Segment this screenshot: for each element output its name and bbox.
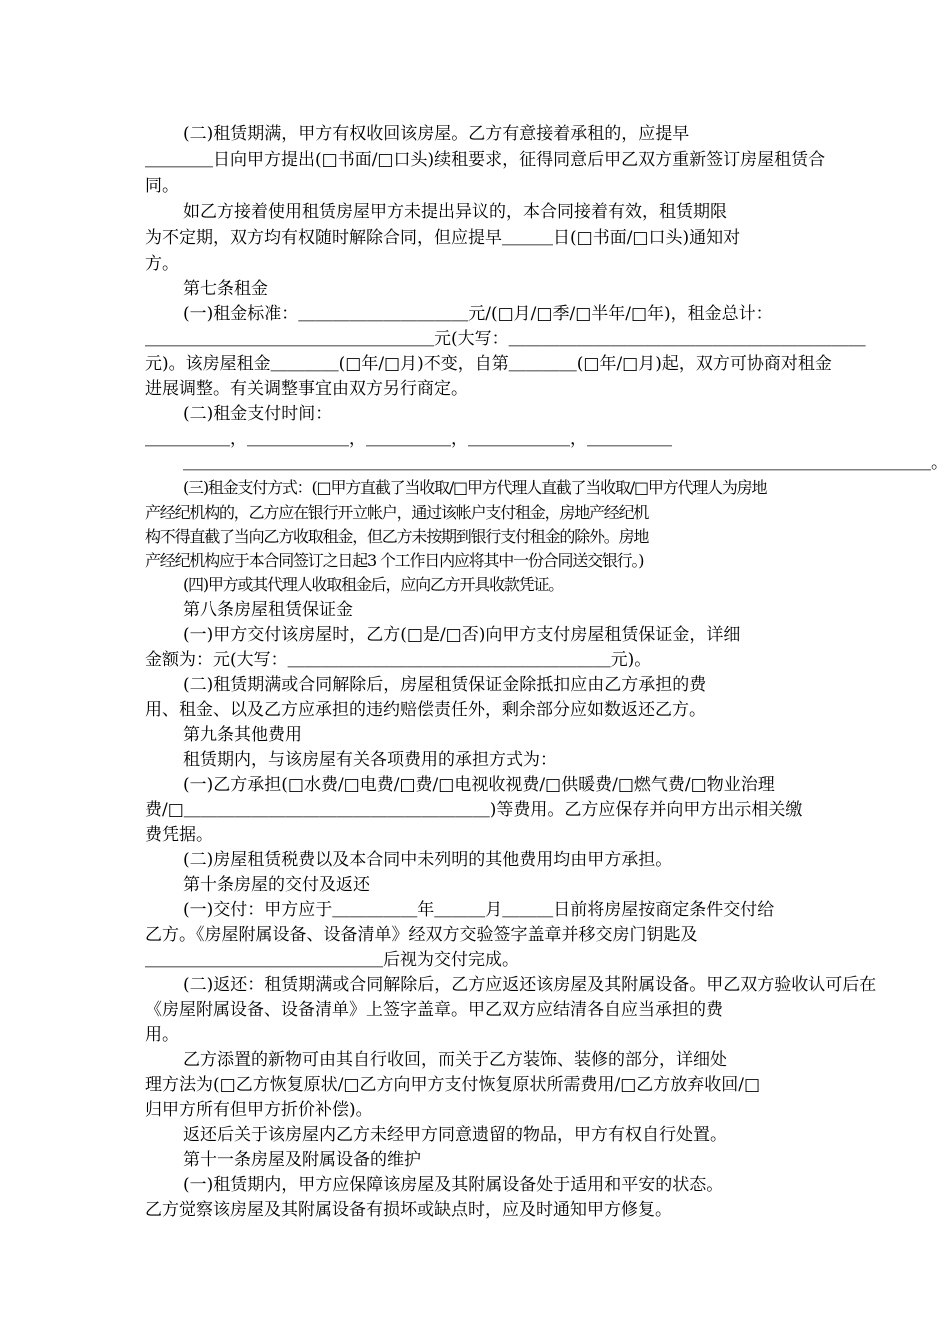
clause-9-2: (二)房屋租赁税费以及本合同中未列明的其他费用均由甲方承担。 xyxy=(183,850,673,870)
clause-6-2-line-2: ＿＿＿＿日向甲方提出(□书面/□口头)续租要求，征得同意后甲乙双方重新签订房屋租赁合 xyxy=(145,150,826,170)
article-9-intro: 租赁期内，与该房屋有关各项费用的承担方式为： xyxy=(183,750,557,770)
clause-11-1-line-1: (一)租赁期内，甲方应保障该房屋及其附属设备处于适用和平安的状态。 xyxy=(183,1175,724,1195)
clause-7-1-line-1: (一)租金标准：＿＿＿＿＿＿＿＿＿＿元/(□月/□季/□半年/□年)，租金总计： xyxy=(183,304,773,324)
clause-8-1-line-1: (一)甲方交付该房屋时，乙方(□是/□否)向甲方支付房屋租赁保证金，详细 xyxy=(183,625,741,645)
clause-7-2-blanks-1: ＿＿＿＿＿，＿＿＿＿＿＿，＿＿＿＿＿，＿＿＿＿＿＿，＿＿＿＿＿ xyxy=(145,429,672,449)
clause-7-2-blanks-2: ＿＿＿＿＿＿＿＿＿＿＿＿＿＿＿＿＿＿＿＿＿＿＿＿＿＿＿＿＿＿＿＿＿＿＿＿＿＿＿＿＿＿＿＿。 xyxy=(183,453,948,473)
clause-10-2-line-1: (二)返还：租赁期满或合同解除后，乙方应返还该房屋及其附属设备。甲乙双方验收认可后在 xyxy=(183,975,877,995)
additions-line-1: 乙方添置的新物可由其自行收回，而关于乙方装饰、装修的部分，详细处 xyxy=(183,1050,727,1070)
clause-7-1-line-2: ＿＿＿＿＿＿＿＿＿＿＿＿＿＿＿＿＿元(大写：＿＿＿＿＿＿＿＿＿＿＿＿＿＿＿＿＿＿＿＿＿ xyxy=(145,329,866,349)
clause-10-2-line-2: 《房屋附属设备、设备清单》上签字盖章。甲乙双方应结清各自应当承担的费 xyxy=(145,1000,723,1020)
clause-11-1-line-2: 乙方觉察该房屋及其附属设备有损坏或缺点时，应及时通知甲方修复。 xyxy=(145,1200,672,1220)
article-11-heading: 第十一条房屋及附属设备的维护 xyxy=(183,1150,421,1170)
clause-7-2-heading: (二)租金支付时间： xyxy=(183,404,333,424)
article-7-heading: 第七条租金 xyxy=(183,279,268,299)
clause-8-1-line-2: 金额为：元(大写：＿＿＿＿＿＿＿＿＿＿＿＿＿＿＿＿＿＿＿元)。 xyxy=(145,650,652,670)
article-10-heading: 第十条房屋的交付及返还 xyxy=(183,875,370,895)
clause-9-1-line-3: 费凭据。 xyxy=(145,825,213,845)
paragraph-continue-line-2: 为不定期，双方均有权随时解除合同，但应提早＿＿＿日(□书面/□口头)通知对 xyxy=(145,228,741,248)
clause-7-3-line-3: 构不得直截了当向乙方收取租金，但乙方未按期到银行支付租金的除外。房地 xyxy=(145,527,649,546)
clause-10-2-line-3: 用。 xyxy=(145,1025,179,1045)
clause-6-2-line-1: (二)租赁期满，甲方有权收回该房屋。乙方有意接着承租的，应提早 xyxy=(183,124,690,144)
clause-8-2-line-2: 用、租金、以及乙方应承担的违约赔偿责任外，剩余部分应如数返还乙方。 xyxy=(145,700,706,720)
leftover-items: 返还后关于该房屋内乙方未经甲方同意遗留的物品，甲方有权自行处置。 xyxy=(183,1125,727,1145)
clause-7-4: (四)甲方或其代理人收取租金后，应向乙方开具收款凭证。 xyxy=(183,575,564,594)
clause-9-1-line-1: (一)乙方承担(□水费/□电费/□费/□电视收视费/□供暖费/□燃气费/□物业治理 xyxy=(183,775,775,795)
clause-7-3-line-2: 产经纪机构的，乙方应在银行开立帐户，通过该帐户支付租金，房地产经纪机 xyxy=(145,503,649,522)
article-8-heading: 第八条房屋租赁保证金 xyxy=(183,600,353,620)
clause-7-3-line-4: 产经纪机构应于本合同签订之日起3 个工作日内应将其中一份合同送交银行。) xyxy=(145,551,644,570)
clause-7-1-line-3: 元)。该房屋租金＿＿＿＿(□年/□月)不变，自第＿＿＿＿(□年/□月)起，双方可协商对租金 xyxy=(145,354,832,374)
additions-line-3: 归甲方所有但甲方折价补偿)。 xyxy=(145,1100,373,1120)
clause-10-1-line-3: ＿＿＿＿＿＿＿＿＿＿＿＿＿＿后视为交付完成。 xyxy=(145,950,519,970)
clause-6-2-line-3: 同。 xyxy=(145,176,179,196)
additions-line-2: 理方法为(□乙方恢复原状/□乙方向甲方支付恢复原状所需费用/□乙方放弃收回/□ xyxy=(145,1075,761,1095)
clause-10-1-line-2: 乙方。《房屋附属设备、设备清单》经双方交验签字盖章并移交房门钥匙及 xyxy=(145,925,698,945)
clause-10-1-line-1: (一)交付：甲方应于＿＿＿＿＿年＿＿＿月＿＿＿日前将房屋按商定条件交付给 xyxy=(183,900,775,920)
paragraph-continue-line-3: 方。 xyxy=(145,254,179,274)
clause-8-2-line-1: (二)租赁期满或合同解除后，房屋租赁保证金除抵扣应由乙方承担的费 xyxy=(183,675,707,695)
clause-7-1-line-4: 进展调整。有关调整事宜由双方另行商定。 xyxy=(145,379,468,399)
clause-7-3-line-1: (三)租金支付方式：(□甲方直截了当收取/□甲方代理人直截了当收取/□甲方代理人为房地 xyxy=(183,478,767,497)
paragraph-continue-line-1: 如乙方接着使用租赁房屋甲方未提出异议的，本合同接着有效，租赁期限 xyxy=(183,202,727,222)
clause-9-1-line-2: 费/□＿＿＿＿＿＿＿＿＿＿＿＿＿＿＿＿＿＿)等费用。乙方应保存并向甲方出示相关缴 xyxy=(145,800,803,820)
article-9-heading: 第九条其他费用 xyxy=(183,725,302,745)
